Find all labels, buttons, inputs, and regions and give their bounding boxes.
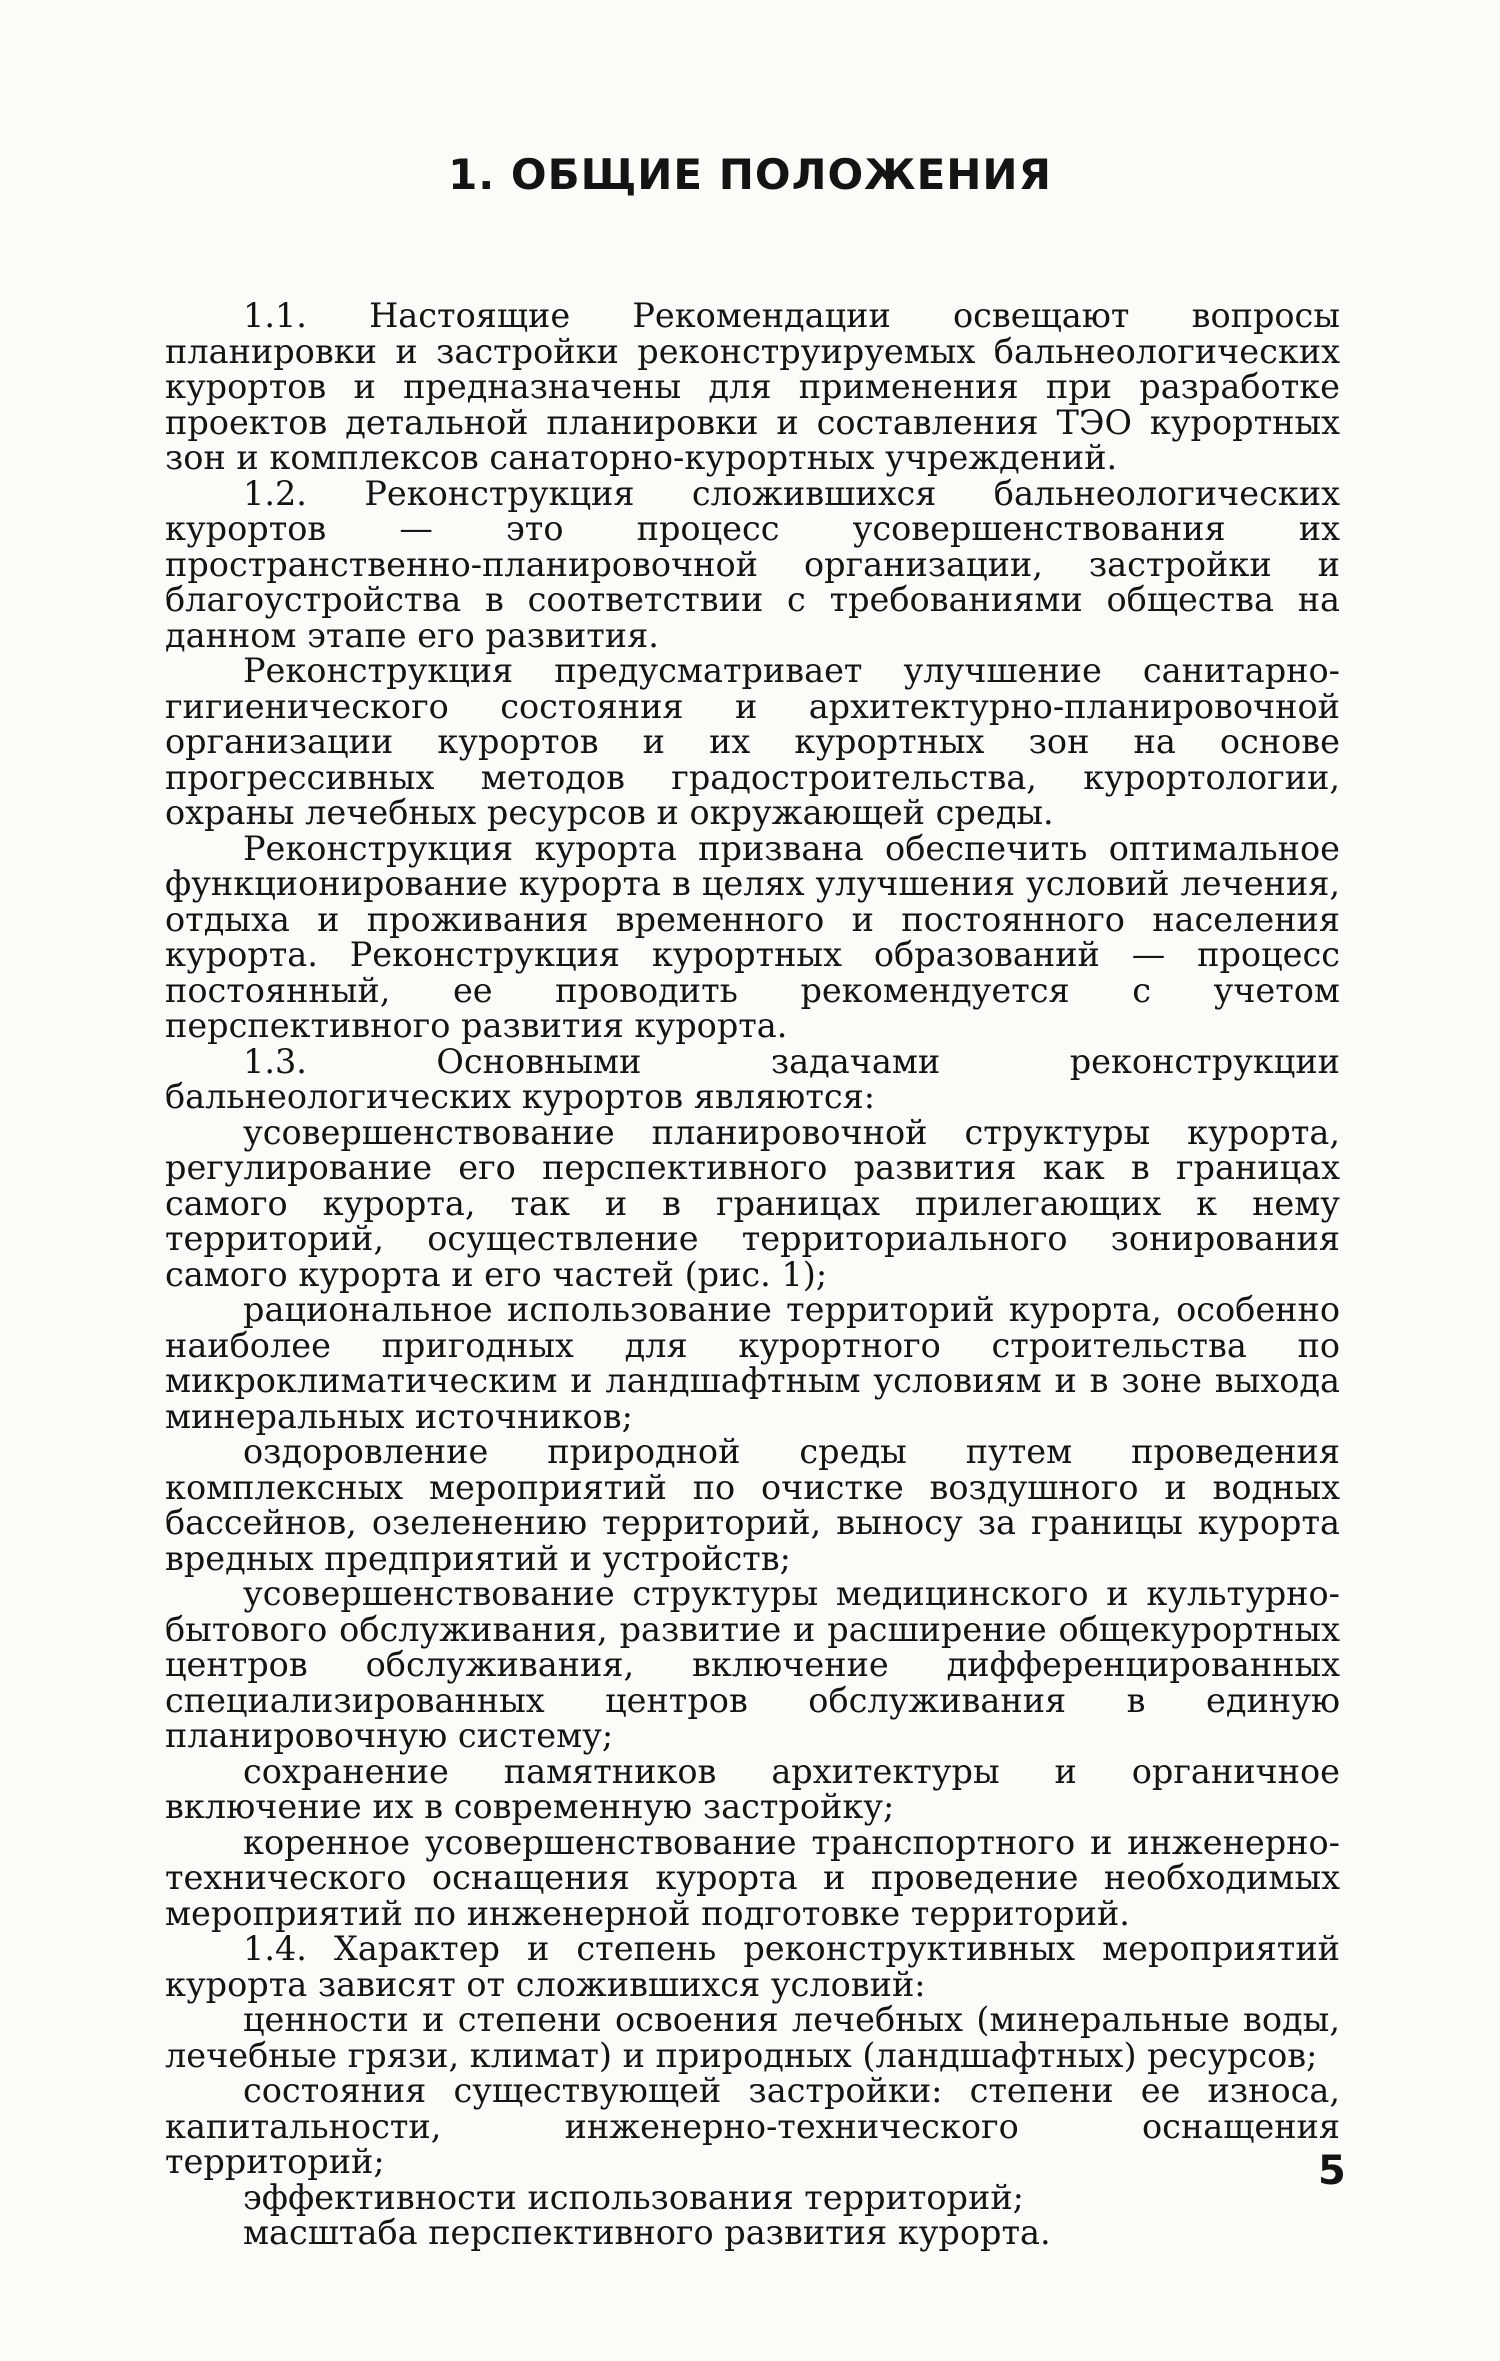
paragraph: 1.2. Реконструкция сложившихся бальнеологических курортов — это процесс усовершенствования их пространственно-планировочной организации, застройки и благоустройства в соответствии с требованиями общества на данном этапе его развития. — [165, 473, 1340, 655]
paragraph: Реконструкция курорта призвана обеспечить оптимальное функционирование курорта в целях улучшения условий лечения, отдыха и проживания временного и постоянного населения курорта. Реконструкция курортных образований — процесс постоянный, ее проводить рекомендуется с учетом перспективного развития курорта. — [165, 828, 1340, 1045]
paragraph: сохранение памятников архитектуры и органичное включение их в современную застройку; — [165, 1751, 1340, 1826]
paragraph: усовершенствование планировочной структуры курорта, регулирование его перспективного развития как в границах самого курорта, так и в границах прилегающих к нему территорий, осуществление территориального зонирования самого курорта и его частей (рис. 1); — [165, 1112, 1340, 1294]
paragraph: усовершенствование структуры медицинского и культурно-бытового обслуживания, развитие и расширение общекурортных центров обслуживания, включение дифференцированных специализированных центров обслуживания в единую планировочную систему; — [165, 1574, 1340, 1755]
paragraph: рациональное использование территорий курорта, особенно наиболее пригодных для курортного строительства по микроклиматическим и ландшафтным условиям и в зоне выхода минеральных источников; — [165, 1290, 1340, 1436]
body-text — [165, 298, 1340, 2251]
paragraph: Реконструкция предусматривает улучшение санитарно-гигиенического состояния и архитектурно-планировочной организации курортов и их курортных зон на основе прогрессивных методов градостроительства, курортологии, охраны лечебных ресурсов и окружающей среды. — [165, 651, 1340, 832]
paragraph: 1.1. Настоящие Рекомендации освещают вопросы планировки и застройки реконструируемых бальнеологических курортов и предназначены для применения при разработке проектов детальной планировки и составления ТЭО курортных зон и комплексов санаторно-курортных учреждений. — [165, 296, 1340, 477]
paragraph: коренное усовершенствование транспортного и инженерно-технического оснащения курорта и проведение необходимых мероприятий по инженерной подготовке территорий. — [165, 1822, 1340, 1933]
page-number: 5 — [1318, 2148, 1346, 2194]
paragraph: масштаба перспективного развития курорта. — [243, 2213, 1051, 2252]
paragraph: состояния существующей застройки: степени ее износа, капитальности, инженерно-технического оснащения территорий; — [165, 2071, 1340, 2181]
paragraph: 1.4. Характер и степень реконструктивных мероприятий курорта зависят от сложившихся условий: — [165, 1929, 1340, 2004]
section-heading: 1. ОБЩИЕ ПОЛОЖЕНИЯ — [448, 150, 1052, 199]
paragraph: оздоровление природной среды путем проведения комплексных мероприятий по очистке воздушного и водных бассейнов, озеленению территорий, выносу за границы курорта вредных предприятий и устройств; — [165, 1432, 1340, 1578]
paragraph: эффективности использования территорий; — [243, 2177, 1024, 2217]
paragraph: 1.3. Основными задачами реконструкции бальнеологических курортов являются: — [165, 1041, 1340, 1116]
paragraph: ценности и степени освоения лечебных (минеральные воды, лечебные грязи, климат) и природных (ландшафтных) ресурсов; — [165, 2000, 1340, 2075]
